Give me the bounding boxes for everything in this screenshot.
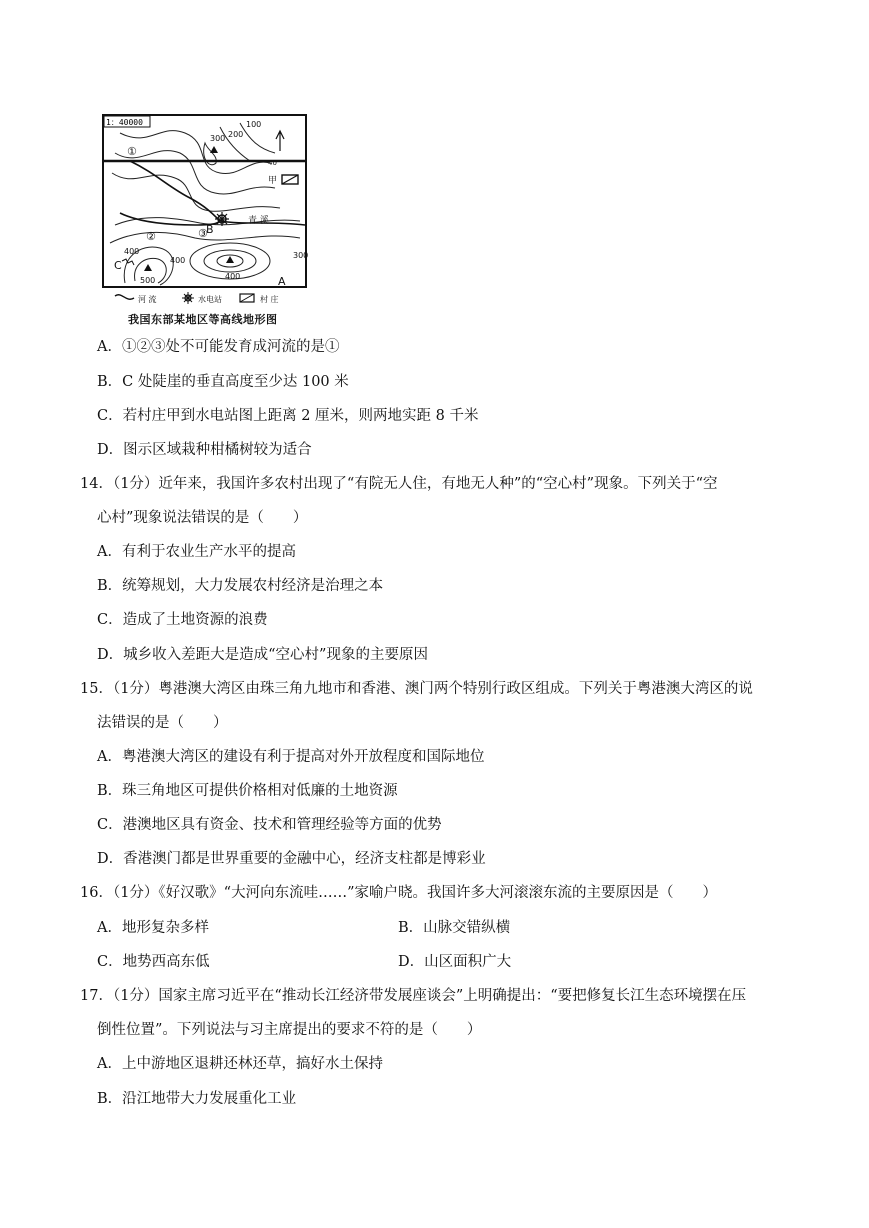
legend-station-label: 水电站 — [198, 295, 222, 304]
hydropower-station-icon — [215, 212, 229, 226]
river — [120, 213, 220, 225]
village-hatch — [282, 175, 298, 184]
label-point-b: B — [206, 223, 214, 236]
contour-line — [112, 173, 280, 211]
q14-option-c: C．造成了土地资源的浪费 — [97, 612, 268, 628]
map-caption: 我国东部某地区等高线地形图 — [128, 313, 278, 326]
q16-option-a: A．地形复杂多样 — [97, 920, 209, 936]
q17-stem-line2: 倒性位置”。下列说法与习主席提出的要求不符的是（ ） — [97, 1022, 482, 1038]
q13-option-d: D．图示区域栽种柑橘树较为适合 — [97, 442, 312, 458]
label-point-c: C — [114, 259, 122, 272]
q14-option-b: B．统筹规划，大力发展农村经济是治理之本 — [97, 578, 384, 594]
contour-map-figure — [100, 113, 310, 313]
q13-option-c: C．若村庄甲到水电站图上距离 2 厘米，则两地实距 8 千米 — [97, 408, 479, 424]
q13-option-b: B．C 处陡崖的垂直高度至少达 100 米 — [97, 374, 349, 390]
q13-option-a: A．①②③处不可能发育成河流的是① — [97, 339, 340, 355]
contour-value-300: 300 — [210, 134, 226, 143]
q16-option-d: D．山区面积广大 — [398, 954, 512, 970]
legend-village-hatch — [240, 294, 254, 302]
q14-stem-line1: 14．（1分）近年来，我国许多农村出现了“有院无人住，有地无人种”的“空心村”现象。下列关于“空 — [80, 476, 718, 492]
label-point-a: A — [278, 275, 286, 288]
river — [130, 161, 220, 221]
q15-option-d: D．香港澳门都是世界重要的金融中心，经济支柱都是博彩业 — [97, 851, 486, 867]
contour-line — [115, 151, 278, 194]
peak-icon — [210, 146, 218, 153]
contour-value-300: 300 — [293, 251, 309, 260]
peak-icon — [144, 264, 152, 271]
village-jia-label: 甲 — [268, 176, 278, 186]
legend-station-icon — [182, 292, 194, 304]
north-arrow-icon — [276, 131, 284, 151]
q15-option-b: B．珠三角地区可提供价格相对低廉的土地资源 — [97, 783, 398, 799]
contour-value-400: 400 — [170, 256, 186, 265]
contour-value-400: 400 — [124, 247, 140, 256]
map-scale: 1：40000 — [106, 118, 143, 127]
legend-river-icon — [115, 295, 134, 299]
q16-option-b: B．山脉交错纵横 — [398, 920, 511, 936]
q15-stem-line1: 15．（1分）粤港澳大湾区由珠三角九地市和香港、澳门两个特别行政区组成。下列关于粤港澳大湾区的说 — [80, 681, 753, 697]
q15-option-a: A．粤港澳大湾区的建设有利于提高对外开放程度和国际地位 — [97, 749, 485, 765]
contour-value-200: 200 — [228, 130, 244, 139]
q17-option-b: B．沿江地带大力发展重化工业 — [97, 1091, 297, 1107]
label-circle-2: ② — [146, 230, 156, 243]
latitude-value: 40 — [268, 159, 277, 167]
q16-stem-line1: 16．（1分）《好汉歌》“大河向东流哇……”家喻户晓。我国许多大河滚滚东流的主要原因是（ ） — [80, 885, 717, 901]
q15-stem-line2: 法错误的是（ ） — [97, 715, 228, 731]
peak-icon — [226, 256, 234, 263]
q17-option-a: A．上中游地区退耕还林还草，搞好水土保持 — [97, 1056, 383, 1072]
contour-map — [100, 113, 310, 329]
q14-option-d: D．城乡收入差距大是造成“空心村”现象的主要原因 — [97, 647, 428, 663]
q16-option-c: C．地势西高东低 — [97, 954, 210, 970]
label-circle-1: ① — [127, 145, 137, 158]
q17-stem-line1: 17．（1分）国家主席习近平在“推动长江经济带发展座谈会”上明确提出：“要把修复长江生态环境摆在压 — [80, 988, 747, 1004]
contour-value-500: 500 — [140, 276, 156, 285]
q14-stem-line2: 心村”现象说法错误的是（ ） — [97, 510, 308, 526]
creek-label: 青 溪 — [248, 216, 269, 226]
label-circle-3: ③ — [198, 227, 208, 240]
q15-option-c: C．港澳地区具有资金、技术和管理经验等方面的优势 — [97, 817, 442, 833]
q14-option-a: A．有利于农业生产水平的提高 — [97, 544, 296, 560]
legend-village-label: 村 庄 — [260, 295, 279, 304]
contour-value-100: 100 — [246, 120, 262, 129]
legend-river-label: 河 流 — [138, 295, 157, 304]
contour-value-400: 400 — [225, 272, 241, 281]
